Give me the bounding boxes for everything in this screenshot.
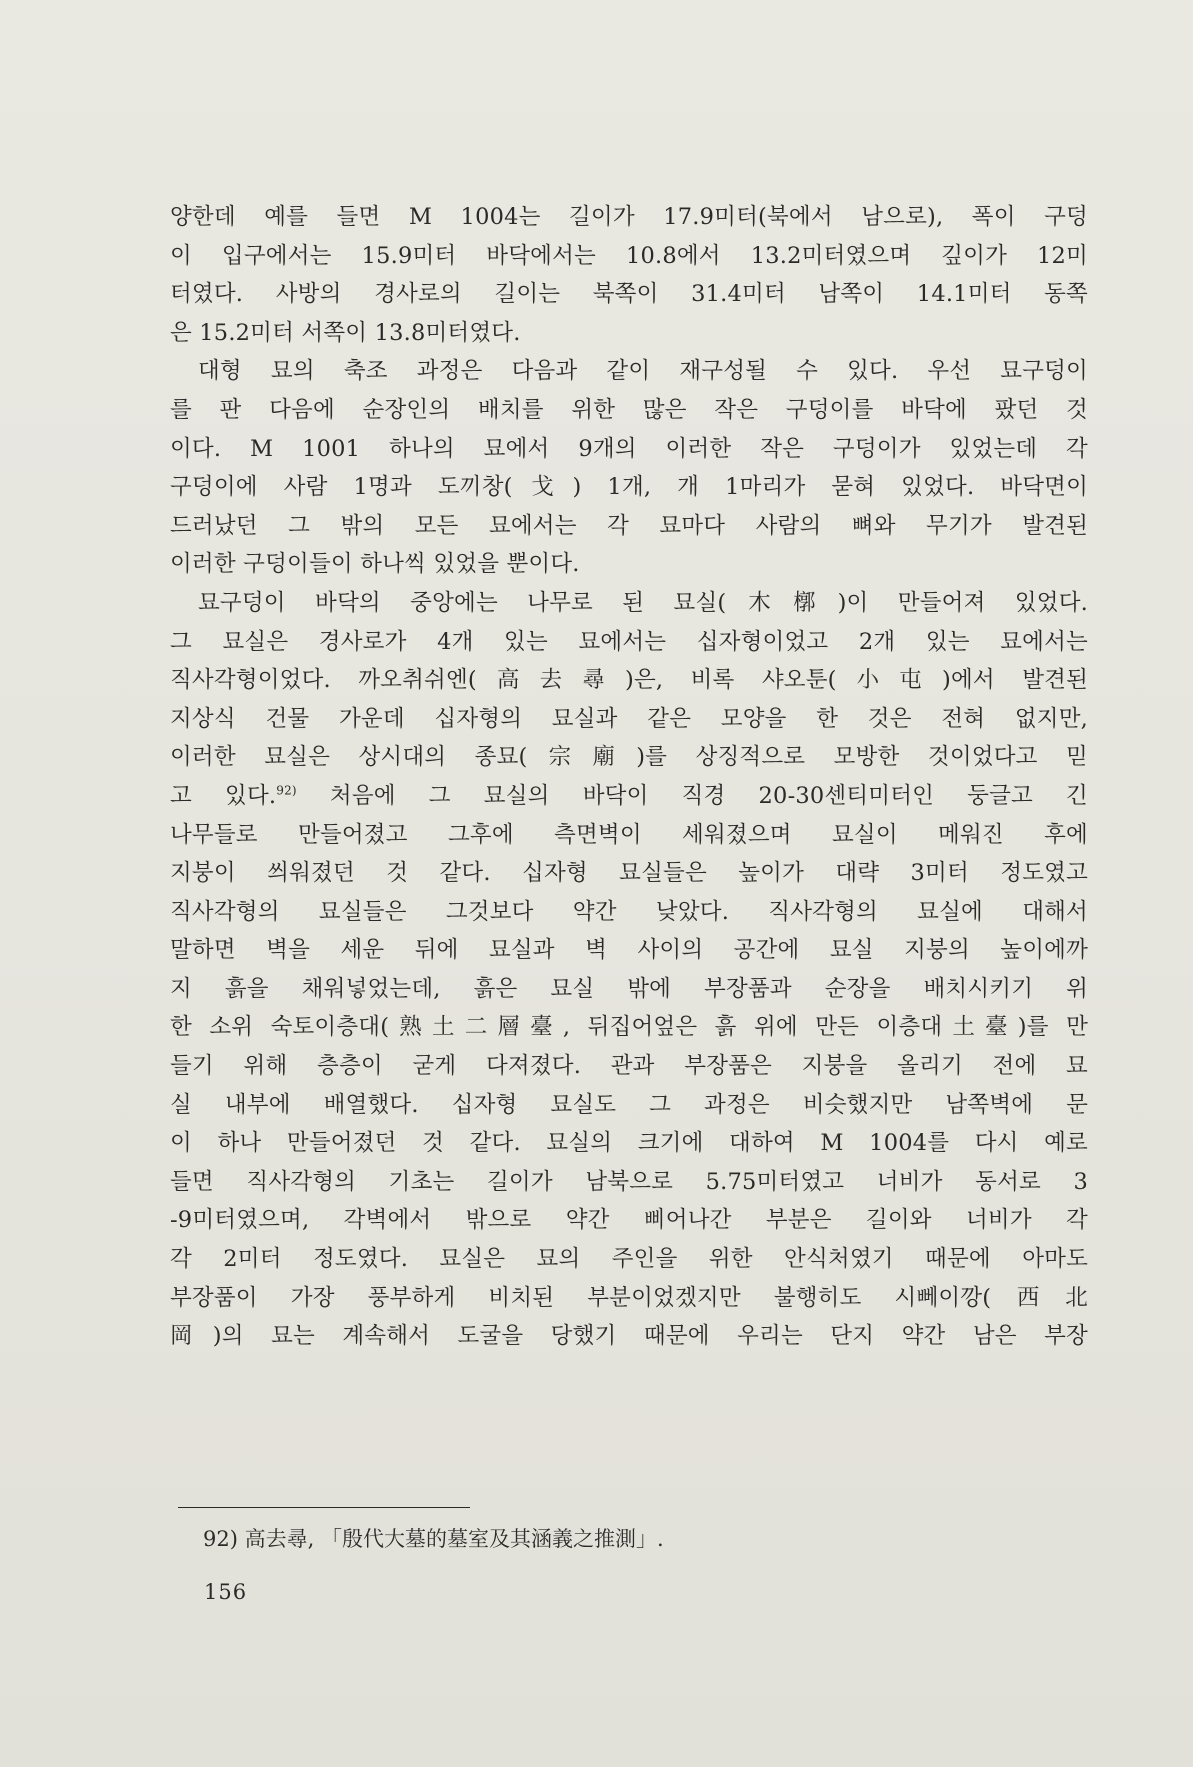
text-line: 드러났던 그 밖의 모든 묘에서는 각 묘마다 사람의 뼈와 무기가 발견된 — [170, 512, 1088, 539]
text-fragment: 고 있다. — [170, 782, 277, 809]
text-line: 이러한 구덩이들이 하나씩 있었을 뿐이다. — [170, 551, 580, 578]
text-line: -9미터였으며, 각벽에서 밖으로 약간 삐어나간 부분은 길이와 너비가 각 — [170, 1207, 1088, 1234]
text-line: 양한데 예를 들면 M 1004는 길이가 17.9미터(북에서 남으로), 폭이 구덩 — [170, 204, 1088, 230]
footnote: 92) 高去尋, 「殷代大墓的墓室及其涵義之推測」. — [203, 1527, 664, 1551]
text-line: 岡)의 묘는 계속해서 도굴을 당했기 때문에 우리는 단지 약간 남은 부장 — [170, 1323, 1088, 1350]
text-line: 이러한 묘실은 상시대의 종묘(宗廟)를 상징적으로 모방한 것이었다고 믿 — [170, 744, 1088, 771]
footnote-reference[interactable]: 92) — [276, 783, 297, 798]
text-line: 들면 직사각형의 기초는 길이가 남북으로 5.75미터였고 너비가 동서로 3 — [170, 1168, 1088, 1195]
text-line: 묘구덩이 바닥의 중앙에는 나무로 된 묘실(木槨)이 만들어져 있었다. — [198, 589, 1088, 616]
text-line: 직사각형의 묘실들은 그것보다 약간 낮았다. 직사각형의 묘실에 대해서 — [170, 898, 1088, 925]
text-line: 한 소위 숙토이층대(熟土二層臺, 뒤집어엎은 흙 위에 만든 이층대土臺)를 만 — [170, 1014, 1088, 1041]
footnote-divider — [178, 1507, 470, 1508]
text-line: 지붕이 씌워졌던 것 같다. 십자형 묘실들은 높이가 대략 3미터 정도였고 — [170, 860, 1088, 887]
text-line: 부장품이 가장 풍부하게 비치된 부분이었겠지만 불행히도 시뻬이깡(西北 — [170, 1284, 1088, 1311]
text-line: 각 2미터 정도였다. 묘실은 묘의 주인을 위한 안식처였기 때문에 아마도 — [170, 1246, 1088, 1273]
text-line: 구덩이에 사람 1명과 도끼창(戈) 1개, 개 1마리가 묻혀 있었다. 바닥면이 — [170, 474, 1088, 501]
text-line: 그 묘실은 경사로가 4개 있는 묘에서는 십자형이었고 2개 있는 묘에서는 — [170, 628, 1088, 655]
text-line: 이다. M 1001 하나의 묘에서 9개의 이러한 작은 구덩이가 있었는데 각 — [170, 435, 1088, 462]
text-line: 이 입구에서는 15.9미터 바닥에서는 10.8에서 13.2미터였으며 깊이가 12미 — [170, 242, 1088, 269]
text-line: 대형 묘의 축조 과정은 다음과 같이 재구성될 수 있다. 우선 묘구덩이 — [198, 358, 1088, 385]
text-line: 들기 위해 층층이 굳게 다져졌다. 관과 부장품은 지붕을 올리기 전에 묘 — [170, 1053, 1088, 1080]
text-line: 이 하나 만들어졌던 것 같다. 묘실의 크기에 대하여 M 1004를 다시 예로 — [170, 1130, 1088, 1157]
text-line: 나무들로 만들어졌고 그후에 측면벽이 세워졌으며 묘실이 메워진 후에 — [170, 821, 1088, 848]
text-line: 지상식 건물 가운데 십자형의 묘실과 같은 모양을 한 것은 전혀 없지만, — [170, 705, 1088, 732]
text-fragment: 처음에 그 묘실의 바닥이 직경 20-30센티미터인 둥글고 긴 — [296, 782, 1088, 809]
text-line: 직사각형이었다. 까오취쉬엔(高去尋)은, 비록 샤오툰(小屯)에서 발견된 — [170, 667, 1088, 694]
text-line-with-footnote-ref — [170, 777, 1088, 816]
text-line: 를 판 다음에 순장인의 배치를 위한 많은 작은 구덩이를 바닥에 팠던 것 — [170, 396, 1088, 423]
page-number: 156 — [204, 1580, 248, 1604]
body-text — [170, 198, 1088, 1356]
text-line: 실 내부에 배열했다. 십자형 묘실도 그 과정은 비슷했지만 남쪽벽에 문 — [170, 1091, 1088, 1118]
text-line: 은 15.2미터 서쪽이 13.8미터였다. — [170, 319, 521, 346]
text-line: 지 흙을 채워넣었는데, 흙은 묘실 밖에 부장품과 순장을 배치시키기 위 — [170, 975, 1088, 1002]
text-line: 말하면 벽을 세운 뒤에 묘실과 벽 사이의 공간에 묘실 지붕의 높이에까 — [170, 937, 1088, 964]
text-line: 터였다. 사방의 경사로의 길이는 북쪽이 31.4미터 남쪽이 14.1미터 동쪽 — [170, 281, 1088, 308]
